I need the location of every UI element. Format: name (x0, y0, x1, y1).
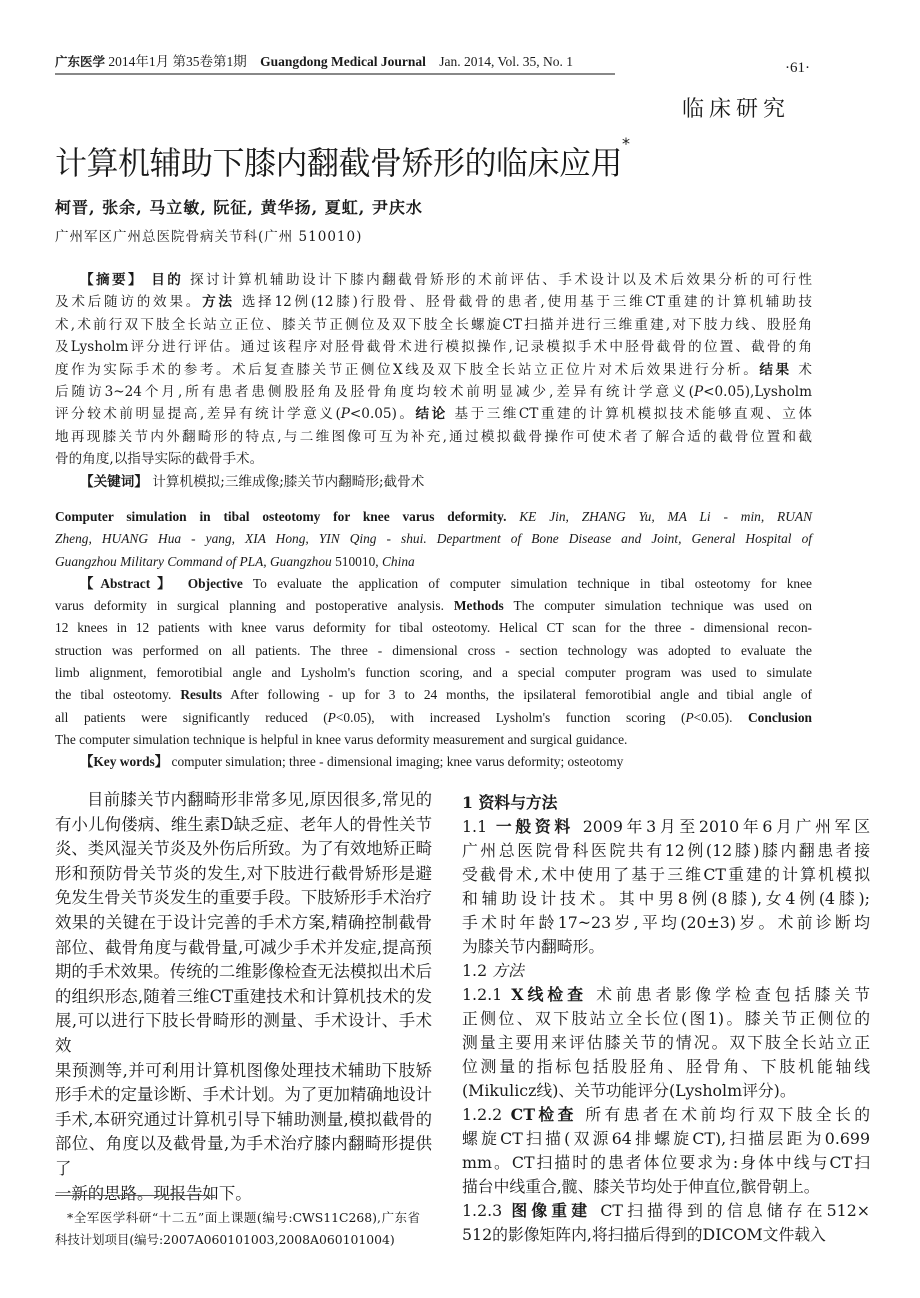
text-line: 测量主要用来评估膝关节的情况。双下肢全长站立正 (462, 1033, 870, 1052)
text-line (55, 528, 812, 550)
text-segment: CT扫描得到的信息储存在512× (591, 1201, 870, 1220)
bold-label: 方法 (202, 294, 235, 311)
bold-label: Computer simulation in tibal osteotomy for knee varus deformity. (55, 509, 507, 524)
text-line: struction was performed on all patients. The three - dimensional cross - section technology was adopted to evaluate the (55, 642, 812, 658)
text-segment: 所有患者在术前均行双下肢全长的 (576, 1105, 871, 1124)
journal-name-cn: 广东医学 (55, 54, 106, 69)
text-line (55, 595, 812, 617)
text-line: 部位、截骨角度与截骨量,可减少手术并发症,提高预 (55, 937, 432, 957)
text-line (55, 359, 812, 381)
text-segment: 计算机模拟;三维成像;膝关节内翻畸形;截骨术 (147, 473, 425, 490)
text-line (462, 1199, 870, 1223)
text-line: 展,可以进行下肢长骨畸形的测量、手术设计、手术效 (55, 1011, 432, 1055)
bold-label: 一般资料 (495, 817, 574, 836)
bold-label: CT检查 (510, 1105, 577, 1124)
bold-label: 【摘要】 (80, 272, 145, 288)
text-line (55, 403, 812, 425)
text-segment: <0.05), with increased Lysholm's function scoring ( (335, 709, 686, 725)
methods-image-reconstruction (462, 1199, 870, 1247)
introduction-paragraph (55, 788, 432, 1206)
abstract-cn (55, 269, 812, 471)
text-segment: Zheng, HUANG Hua - yang, XIA Hong, YIN Qing - shui. Department of Bone Disease and Joint, General Hospital of (55, 531, 812, 547)
text-segment: varus deformity in surgical planning and postoperative analysis. (55, 598, 454, 614)
bold-label: Results (180, 687, 222, 703)
text-segment: 基于三维CT重建的计算机模拟技术能够直观、立体 (447, 406, 812, 423)
affiliation: 广州军区广州总医院骨病关节科(广州 510010) (55, 229, 363, 245)
bold-label: 【关键词】 (80, 473, 148, 490)
text-line: 形手术的定量诊断、手术计划。为了更加精确地设计 (55, 1085, 432, 1105)
title-text: 计算机辅助下膝内翻截骨矫形的临床应用 (55, 144, 623, 182)
text-segment: 度作为实际手术的参考。术后复查膝关节正侧位X线及双下肢全长站立正位片对术后效果进行分析。 (55, 361, 760, 378)
page-number: ·61· (785, 60, 810, 76)
bold-label: 【Abstract】 (80, 575, 178, 591)
text-line: 效果的关键在于设计完善的手术方案,精确控制截骨 (55, 912, 432, 932)
text-segment: 1.2.2 (462, 1105, 511, 1124)
text-line (55, 707, 812, 729)
text-line: 手术时年龄17~23岁,平均(20±3)岁。术前诊断均 (462, 913, 870, 932)
bold-label: 目的 (144, 272, 184, 288)
article-title (55, 134, 630, 184)
text-segment: P (685, 709, 694, 725)
text-line: 和辅助设计技术。其中男8例(8膝),女4例(4膝); (462, 889, 870, 908)
text-segment: KE Jin, ZHANG Yu, MA Li - min, RUAN (506, 509, 812, 524)
bold-label: 1 资料与方法 (462, 793, 558, 812)
text-line: 术,术前行双下肢全长站立正位、膝关节正侧位及双下肢全长螺旋CT扫描并进行三维重建,对下肢力线、股胫角 (55, 316, 812, 333)
abstract-en (55, 573, 812, 751)
text-line: 地再现膝关节内外翻畸形的特点,与二维图像可互为补充,通过模拟截骨操作可使术者了解合适的截骨位置和截 (55, 428, 812, 445)
text-segment: 1.1 (462, 817, 496, 836)
text-segment: 评分较术前明显提高,差异有统计学意义( (55, 406, 341, 423)
text-line: 有小儿佝偻病、维生素D缺乏症、老年人的骨性关节 (55, 814, 432, 834)
text-line: 的组织形态,随着三维CT重建技术和计算机技术的发 (55, 986, 432, 1006)
keywords-cn (55, 471, 812, 493)
text-segment: After following - up for 3 to 24 months, the ipsilateral femorotibial angle and tibial angle of (221, 687, 812, 703)
text-line: 512的影像矩阵内,将扫描后得到的DICOM文件载入 (462, 1225, 826, 1244)
text-line: 描台中线重合,髋、膝关节均处于伸直位,髌骨朝上。 (462, 1177, 820, 1196)
text-line (462, 1103, 870, 1127)
running-header (55, 50, 615, 75)
text-segment: 1.2 (462, 961, 493, 980)
left-column (55, 788, 432, 1206)
text-segment: P (327, 709, 336, 725)
methods-xray (462, 983, 870, 1103)
issue-en: Jan. 2014, Vol. 35, No. 1 (439, 54, 574, 69)
text-line (55, 684, 812, 706)
text-line: 手术,本研究通过计算机引导下辅助测量,模拟截骨的 (55, 1109, 432, 1129)
bold-label: 【Key words】 (80, 754, 169, 770)
text-line: mm。CT扫描时的患者体位要求为:身体中线与CT扫 (462, 1153, 870, 1172)
text-segment: 及术后随访的效果。 (55, 294, 203, 311)
text-line (55, 506, 812, 528)
text-line: 科技计划项目(编号:2007A060101003,2008A060101004) (55, 1232, 395, 1247)
text-line (55, 573, 812, 595)
bold-label: Conclusion (748, 709, 812, 725)
text-segment: To evaluate the application of computer simulation technique in tibal osteotomy for knee (242, 575, 812, 591)
text-segment: 2009年3月至2010年6月广州军区 (573, 817, 870, 836)
text-line: 广州总医院骨科医院共有12例(12膝)膝内翻患者接 (462, 841, 870, 860)
methods-ct (462, 1103, 870, 1199)
text-segment: computer simulation; three - dimensional imaging; knee varus deformity; osteotomy (168, 754, 624, 770)
methods-general-info (462, 815, 870, 959)
text-line: 12 knees in 12 patients with knee varus deformity for tibal osteotomy. Helical CT scan for the three - dimensional recon- (55, 620, 812, 636)
text-line: (Mikulicz线)、关节功能评分(Lysholm评分)。 (462, 1081, 796, 1100)
bold-label: 图像重建 (511, 1201, 592, 1220)
bold-label: Objective (177, 575, 243, 591)
text-line: 为膝关节内翻畸形。 (462, 937, 605, 956)
footnote (55, 1207, 420, 1251)
text-line: 骨的角度,以指导实际的截骨手术。 (55, 451, 264, 468)
text-line (55, 751, 812, 773)
text-line: 正侧位、双下肢站立全长位(图1)。膝关节正侧位的 (462, 1009, 870, 1028)
text-line: 部位、角度以及截骨量,为手术治疗膝内翻畸形提供了 (55, 1134, 432, 1178)
text-line (55, 269, 812, 291)
bold-label: 结果 (759, 361, 792, 378)
footnote-divider (55, 1195, 215, 1196)
text-segment: 方法 (492, 961, 524, 980)
text-line (55, 471, 812, 493)
text-line: 螺旋CT扫描(双源64排螺旋CT),扫描层距为0.699 (462, 1129, 870, 1148)
text-segment: China (381, 553, 415, 569)
text-segment: 后随访3~24个月,所有患者患侧股胫角及胫骨角度均较术前明显减少,差异有统计学意义( (55, 384, 694, 401)
author-list: 柯晋, 张余, 马立敏, 阮征, 黄华扬, 夏虹, 尹庆水 (55, 198, 423, 217)
text-segment: P (340, 406, 350, 423)
text-line (462, 983, 870, 1007)
title-en-block (55, 506, 812, 573)
bold-label: Methods (453, 598, 504, 614)
text-segment: 术前患者影像学检查包括膝关节 (587, 985, 870, 1004)
keywords-en (55, 751, 812, 773)
text-line: 期的手术效果。传统的二维影像检查无法模拟出术后 (55, 962, 432, 982)
text-line: 一新的思路。现报告如下。 (55, 1183, 252, 1203)
text-line: 位测量的指标包括股胫角、胫骨角、下肢机能轴线 (462, 1057, 870, 1076)
journal-name-en: Guangdong Medical Journal (260, 54, 426, 69)
text-segment: Guangzhou Military Command of PLA, Guangzhou (55, 553, 332, 569)
text-line: 及Lysholm评分进行评估。通过该程序对胫骨截骨术进行模拟操作,记录模拟手术中胫骨截骨的位置、截骨的角 (55, 339, 812, 356)
text-line: 受截骨术,术中使用了基于三维CT重建的计算机模拟 (462, 865, 870, 884)
section-label: 临床研究 (682, 97, 791, 122)
text-line: 免发生骨关节炎发生的重要手段。下肢矫形手术治疗 (55, 888, 432, 908)
methods-heading (462, 791, 870, 815)
text-line: *全军医学科研“十二五”面上课题(编号:CWS11C268),广东省 (67, 1210, 420, 1225)
text-segment: P (693, 384, 704, 401)
right-column (462, 791, 870, 1247)
text-line: The computer simulation technique is helpful in knee varus deformity measurement and surgical guidance. (55, 731, 628, 747)
text-segment: The computer simulation technique was used on (503, 598, 812, 614)
abstract-cn-section (55, 269, 812, 493)
text-line (462, 959, 870, 983)
text-line (55, 291, 812, 313)
issue-cn: 2014年1月 第35卷第1期 (108, 54, 247, 69)
text-segment: <0.05),Lysholm (703, 384, 812, 401)
text-segment: the tibal osteotomy. (55, 687, 181, 703)
text-line (462, 815, 870, 839)
text-segment: 选择12例(12膝)行股骨、胫骨截骨的患者,使用基于三维CT重建的计算机辅助技 (234, 294, 813, 311)
text-line (55, 551, 812, 573)
text-line (55, 381, 812, 403)
bold-label: X线检查 (511, 985, 588, 1004)
text-segment: 探讨计算机辅助设计下膝内翻截骨矫形的术前评估、手术设计以及术后效果分析的可行性 (183, 272, 813, 288)
text-line: 目前膝关节内翻畸形非常多见,原因很多,常见的 (87, 790, 432, 809)
text-segment: <0.05)。 (349, 406, 416, 423)
text-segment: <0.05). (693, 709, 748, 725)
text-line: 形和预防骨关节炎的发生,对下肢进行截骨矫形是避 (55, 863, 432, 883)
text-segment: all patients were significantly reduced ( (55, 709, 328, 725)
title-footnote-mark: * (622, 134, 630, 153)
text-segment: 术 (791, 361, 812, 378)
bold-label: 结论 (415, 406, 448, 423)
abstract-en-section (55, 506, 812, 774)
text-line: 炎、类风湿关节炎及外伤后所致。为了有效地矫正畸 (55, 839, 432, 859)
text-line: 果预测等,并可利用计算机图像处理技术辅助下肢矫 (55, 1060, 432, 1080)
text-segment: 1.2.3 (462, 1201, 512, 1220)
methods-subheading (462, 959, 870, 983)
text-line (462, 791, 870, 815)
text-segment: 510010, (331, 553, 382, 569)
text-segment: 1.2.1 (462, 985, 512, 1004)
text-line: limb alignment, femorotibial angle and Lysholm's function scoring, and a special computer program was used to simulate (55, 665, 812, 681)
